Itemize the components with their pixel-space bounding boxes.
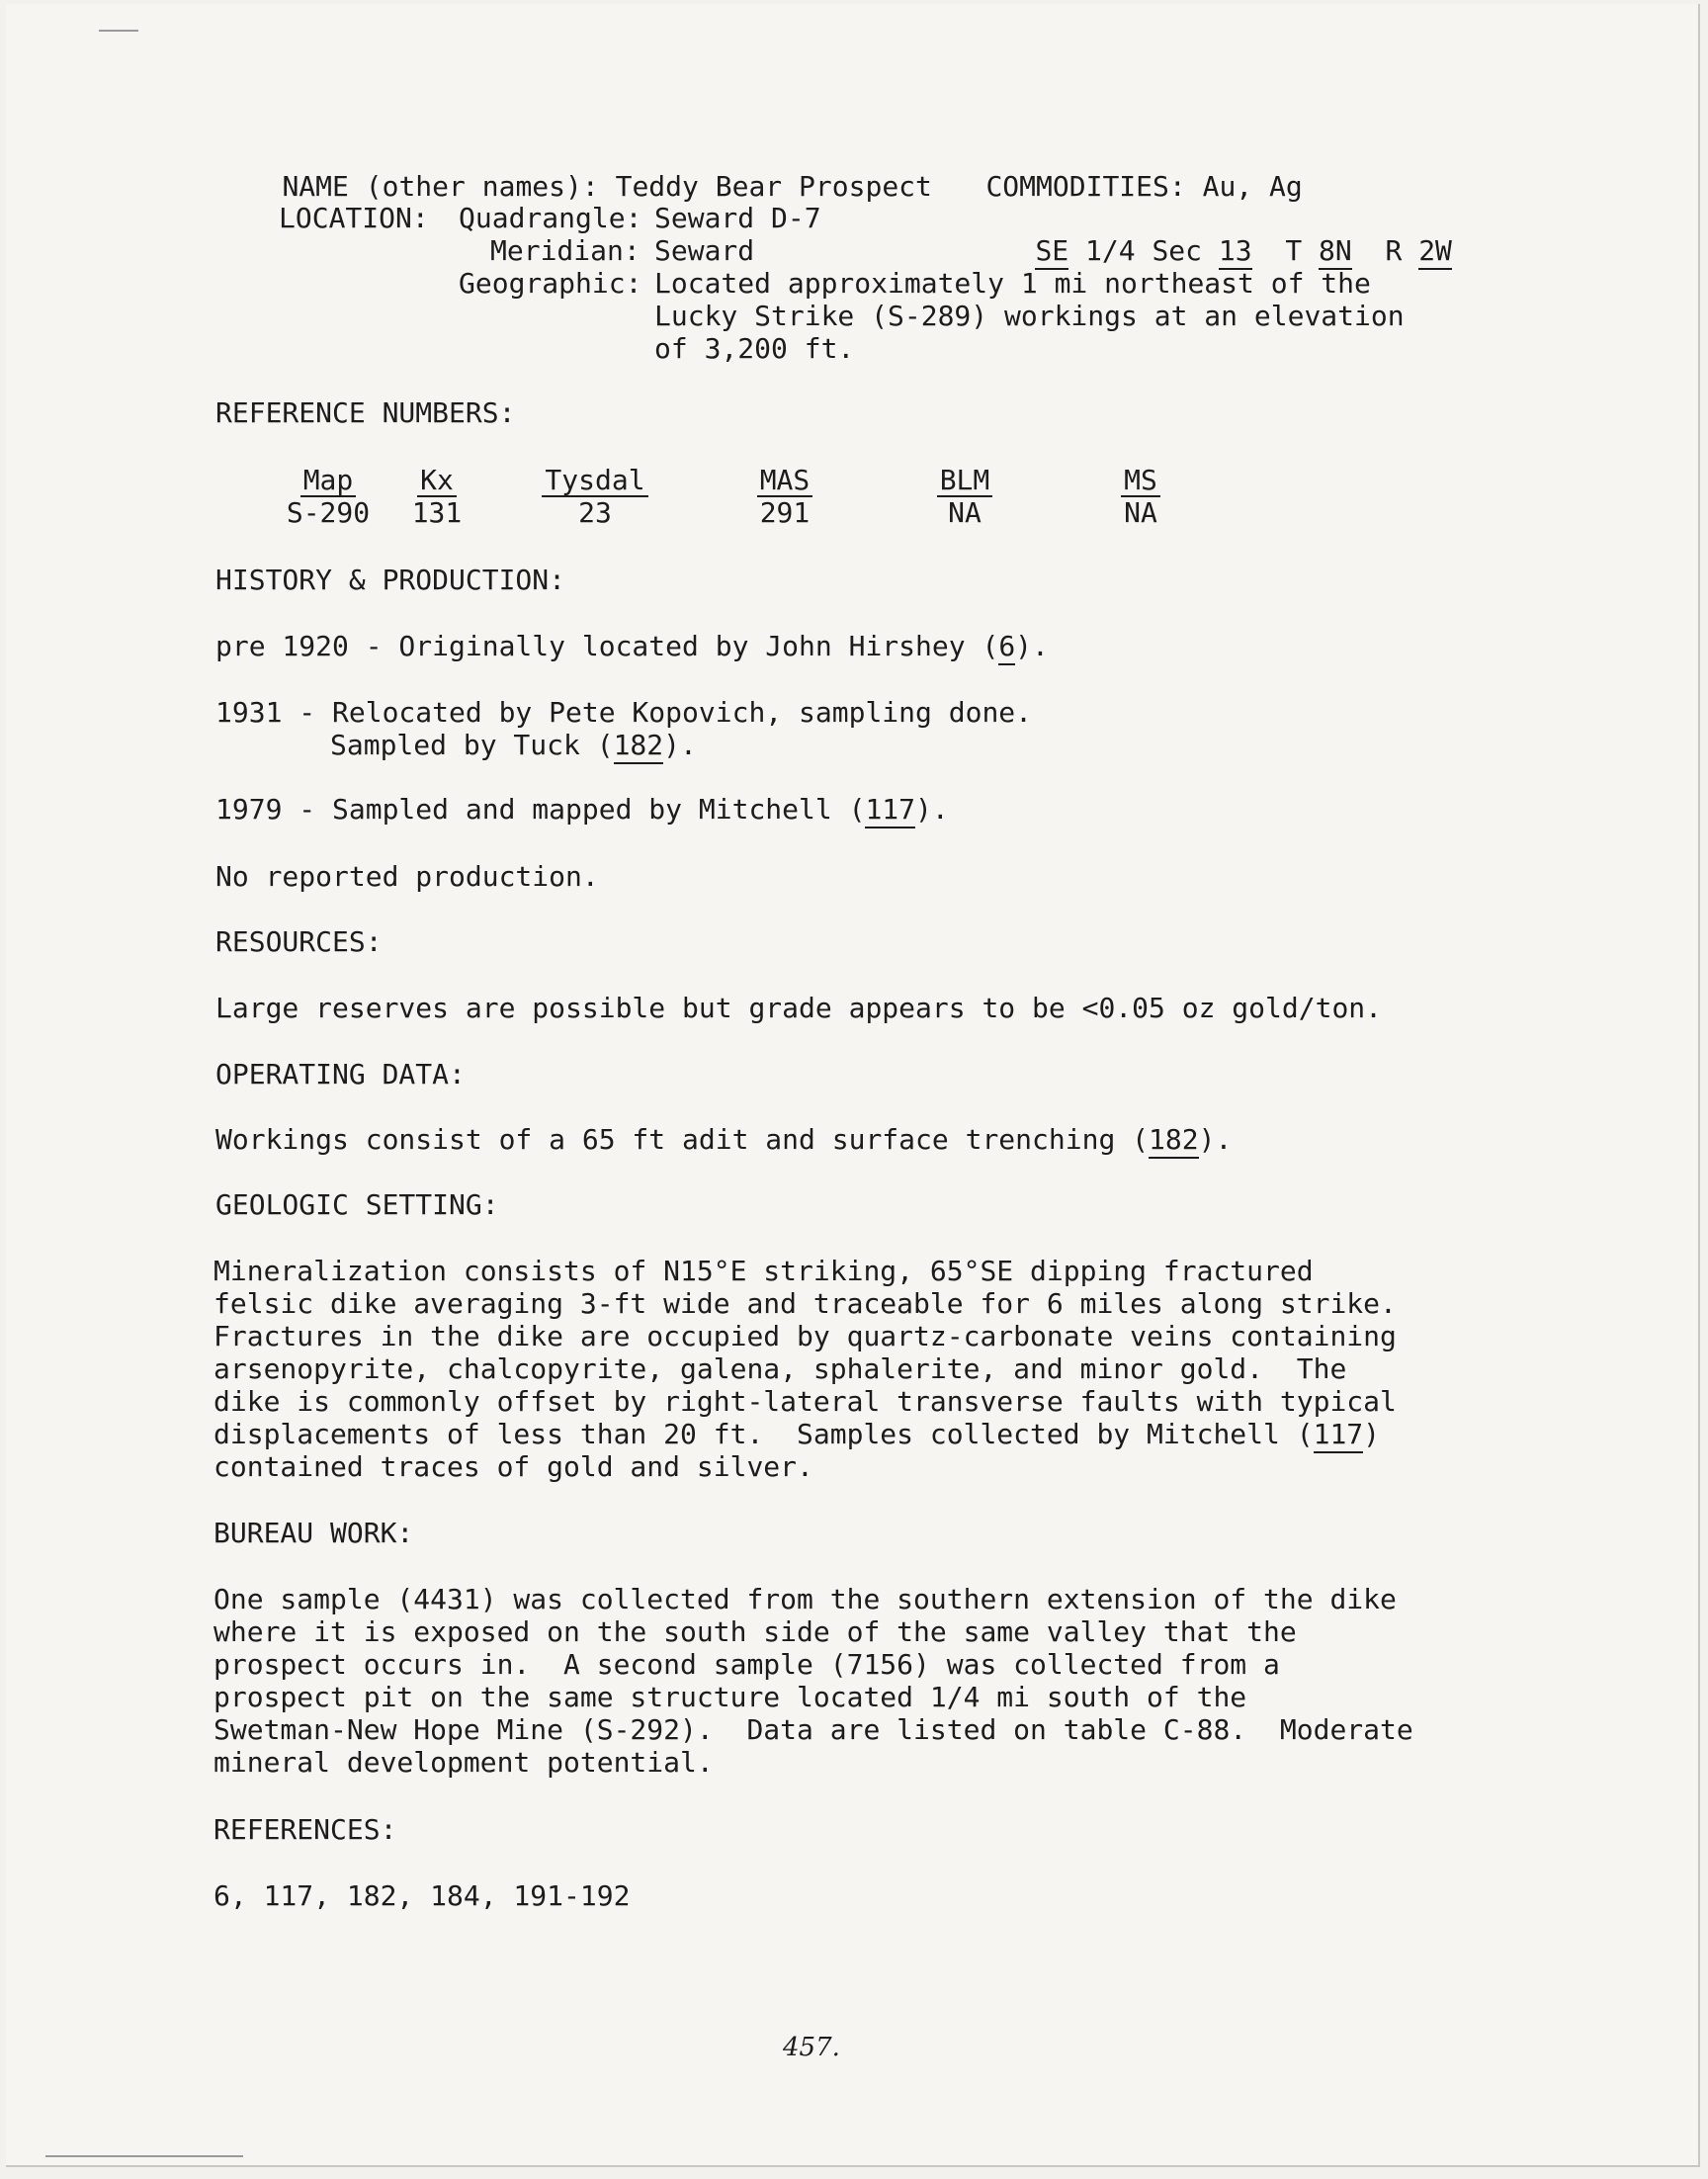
quarter-value: SE — [1035, 234, 1068, 270]
quadrangle-label: Quadrangle: — [459, 202, 642, 234]
scan-speck — [99, 30, 138, 32]
geographic-line: Located approximately 1 mi northeast of the — [654, 267, 1371, 300]
operating-heading: OPERATING DATA: — [215, 1058, 466, 1090]
citation-ref: 117 — [865, 793, 915, 828]
ref-header: MAS — [757, 465, 813, 497]
no-production-text: No reported production. — [215, 860, 599, 893]
ref-header: BLM — [937, 465, 993, 497]
citation-ref: 117 — [1314, 1418, 1364, 1453]
geographic-line: Lucky Strike (S-289) workings at an elevation — [654, 300, 1405, 332]
ref-column-tysdal — [540, 465, 650, 528]
citation-ref: 182 — [614, 729, 664, 764]
bureau-line: Swetman-New Hope Mine (S-292). Data are listed on table C-88. Moderate — [214, 1713, 1413, 1746]
ref-value: NA — [948, 496, 982, 529]
section-value: 13 — [1219, 234, 1252, 270]
ref-header: Map — [300, 465, 357, 497]
scan-speck — [45, 2155, 243, 2157]
range-value: 2W — [1418, 234, 1452, 270]
ref-header: MS — [1121, 465, 1160, 497]
history-entry: 1931 - Relocated by Pete Kopovich, sampling done. — [215, 696, 1033, 729]
meridian-value: Seward — [654, 234, 755, 267]
ref-header: Kx — [417, 465, 457, 497]
geographic-line: of 3,200 ft. — [654, 332, 855, 365]
ref-column-blm — [927, 465, 1002, 528]
name-label: NAME (other names): — [282, 170, 599, 203]
quadrangle-value: Seward D-7 — [654, 202, 821, 234]
ref-value: 23 — [578, 496, 612, 529]
geologic-line: Fractures in the dike are occupied by quartz-carbonate veins containing — [214, 1320, 1397, 1352]
ref-value: S-290 — [286, 496, 371, 529]
quarter-text: 1/4 Sec — [1085, 234, 1203, 267]
ref-column-kx — [401, 465, 472, 528]
ref-value: NA — [1124, 496, 1157, 529]
history-entry: pre 1920 - Originally located by John Hirshey (6). — [215, 630, 1049, 662]
commodities-label: COMMODITIES: — [985, 170, 1186, 203]
township-label: T — [1285, 234, 1303, 267]
bureau-line: mineral development potential. — [214, 1746, 714, 1779]
document-page — [6, 4, 1700, 2167]
geographic-label: Geographic: — [459, 267, 642, 300]
geologic-line: arsenopyrite, chalcopyrite, galena, sphalerite, and minor gold. The — [214, 1352, 1347, 1385]
location-label: LOCATION: — [279, 202, 429, 234]
reference-numbers-heading: REFERENCE NUMBERS: — [215, 396, 516, 429]
bureau-heading: BUREAU WORK: — [214, 1517, 414, 1549]
geologic-line: displacements of less than 20 ft. Samples collected by Mitchell (117) — [214, 1418, 1380, 1450]
ref-column-mas — [747, 465, 822, 528]
page-number: 457. — [783, 2033, 840, 2062]
meridian-label: Meridian: — [490, 234, 640, 267]
geologic-line: contained traces of gold and silver. — [214, 1450, 813, 1483]
ref-column-map — [281, 465, 376, 528]
citation-ref: 6 — [998, 630, 1015, 665]
ref-column-ms — [1111, 465, 1170, 528]
references-heading: REFERENCES: — [214, 1813, 397, 1846]
bureau-line: prospect pit on the same structure located 1/4 mi south of the — [214, 1681, 1247, 1713]
township-value: 8N — [1319, 234, 1352, 270]
bureau-line: One sample (4431) was collected from the southern extension of the dike — [214, 1583, 1397, 1615]
history-heading: HISTORY & PRODUCTION: — [215, 564, 566, 596]
geologic-heading: GEOLOGIC SETTING: — [215, 1188, 499, 1221]
name-value: Teddy Bear Prospect — [615, 170, 932, 203]
ref-value: 291 — [759, 496, 811, 529]
history-entry: 1979 - Sampled and mapped by Mitchell (117). — [215, 793, 949, 826]
commodities-value: Au, Ag — [1202, 170, 1303, 203]
history-entry-continued: Sampled by Tuck (182). — [330, 729, 697, 761]
bureau-line: where it is exposed on the south side of the same valley that the — [214, 1615, 1297, 1648]
resources-text: Large reserves are possible but grade appears to be <0.05 oz gold/ton. — [215, 992, 1383, 1024]
geologic-line: Mineralization consists of N15°E striking, 65°SE dipping fractured — [214, 1255, 1314, 1287]
geologic-line: dike is commonly offset by right-lateral transverse faults with typical — [214, 1385, 1397, 1418]
citation-ref: 182 — [1149, 1123, 1199, 1159]
ref-value: 131 — [411, 496, 463, 529]
resources-heading: RESOURCES: — [215, 925, 383, 958]
references-text: 6, 117, 182, 184, 191-192 — [214, 1879, 631, 1912]
ref-header: Tysdal — [542, 465, 647, 497]
geologic-line: felsic dike averaging 3-ft wide and traceable for 6 miles along strike. — [214, 1287, 1397, 1320]
operating-text: Workings consist of a 65 ft adit and surface trenching (182). — [215, 1123, 1232, 1156]
range-label: R — [1385, 234, 1403, 267]
bureau-line: prospect occurs in. A second sample (7156) was collected from a — [214, 1648, 1280, 1681]
